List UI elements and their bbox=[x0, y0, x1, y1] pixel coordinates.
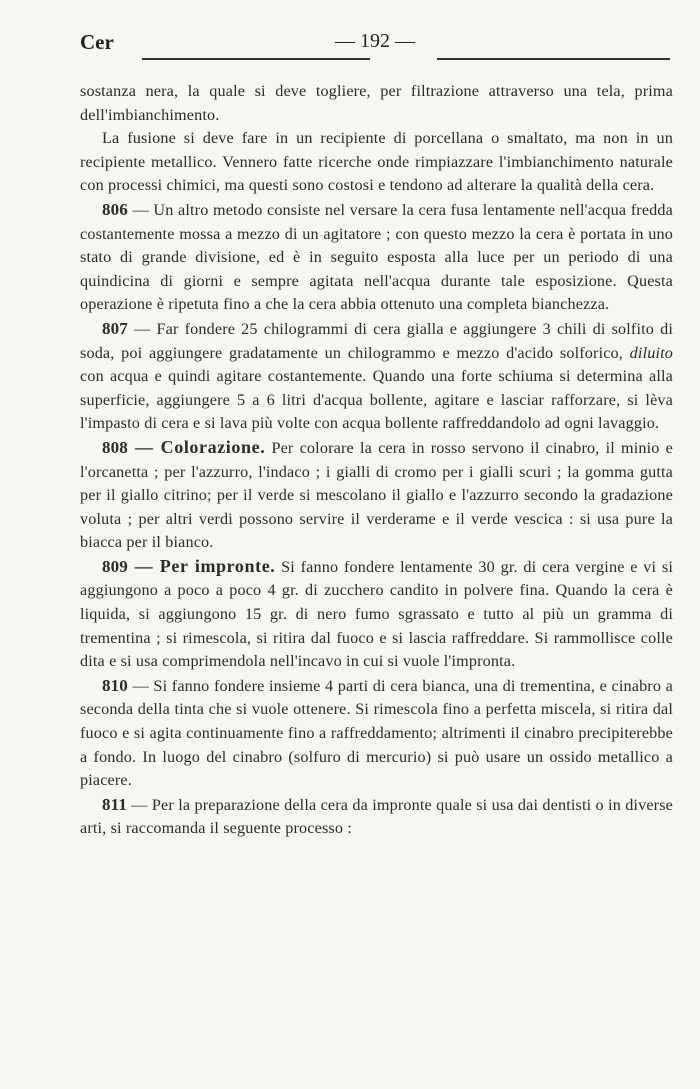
paragraph-809 bbox=[80, 555, 673, 674]
header-section-word: Cer bbox=[80, 30, 114, 54]
recipe-number: 808 bbox=[102, 437, 128, 457]
paragraph-text: Si fanno fondere lentamente 30 gr. di cera vergine e vi si aggiungono a poco a poco 4 gr. di zucchero candito in polvere fina. Quando la cera è liquida, si aggiungono 15 gr. di nero fumo sgrassato e tutto al più un gramma di trementina ; si rimescola, si ritira dal fuoco e si lascia raffreddare. Si rammollisce colle dita e si usa comprimendola nell'incavo in cui si vuole l'impronta. bbox=[80, 557, 673, 671]
page-body bbox=[80, 80, 673, 841]
header-rule-right bbox=[437, 58, 670, 60]
paragraph-text: — Si fanno fondere insieme 4 parti di cera bianca, una di trementina, e cinabro a seconda della tinta che si vuole ottenere. Si rimescola fino a perfetta miscela, si ritira dal fuoco e si agita continuamente fino a raffreddamento; altrimenti il cinabro precipiterebbe a fondo. In luogo del cinabro (solfuro di mercurio) si può usare un ossido metallico a piacere. bbox=[80, 676, 673, 790]
italic-word: diluito bbox=[629, 343, 673, 362]
paragraph-text: — Un altro metodo consiste nel versare la cera fusa lentamente nell'acqua fredda costantemente mossa a mezzo di un agitatore ; con questo mezzo la cera è portata in uno stato di grande divisione, ed è in seguito esposta alla luce per un periodo di una quindicina di giorni e sempre agitata nell'acqua durante tale esposizione. Questa operazione è ripetuta fino a che la cera abbia ottenuto una completa bianchezza. bbox=[80, 200, 673, 314]
paragraph-text: con acqua e quindi agitare costantemente. Quando una forte schiuma si determina alla superficie, aggiungere 5 a 6 litri d'acqua bollente, agitare e lasciar rafforzare, si lèva l'impasto di cera e si lava più volte con acqua bollente raffreddandolo ad ogni lavaggio. bbox=[80, 367, 673, 433]
paragraph-text: Per colorare la cera in rosso servono il cinabro, il minio e l'orcanetta ; per l'azzurro, l'indaco ; i gialli di cromo per i gialli scuri ; la gomma gutta per il giallo citrino; per il verde si mescolano il giallo e l'azzurro secondo la gradazione voluta ; per altri verdi possono servire il verderame e il verde vescica : si usa pure la biacca per il bianco. bbox=[80, 438, 673, 552]
paragraph-811 bbox=[80, 793, 673, 841]
page-number: — 192 — bbox=[335, 30, 415, 52]
paragraph-806 bbox=[80, 198, 673, 317]
running-header bbox=[80, 30, 670, 58]
paragraph-text: La fusione si deve fare in un recipiente di porcellana o smaltato, ma non in un recipiente metallico. Vennero fatte ricerche onde rimpiazzare l'imbianchimento naturale con processi chimici, ma questi sono costosi e tendono ad alterare la qualità della cera. bbox=[80, 129, 673, 195]
paragraph-808 bbox=[80, 436, 673, 555]
paragraph-807 bbox=[80, 317, 673, 436]
section-heading: — Per impronte. bbox=[127, 555, 276, 576]
paragraph-fusion bbox=[80, 127, 673, 198]
section-heading: — Colorazione. bbox=[127, 436, 266, 457]
paragraph-810 bbox=[80, 674, 673, 793]
paragraph-text: — Per la preparazione della cera da impronte quale si usa dai dentisti o in diverse arti, si raccomanda il seguente processo : bbox=[80, 795, 673, 838]
recipe-number: 810 bbox=[102, 675, 128, 695]
paragraph-continuation bbox=[80, 80, 673, 127]
header-rule-left bbox=[142, 58, 370, 60]
recipe-number: 807 bbox=[102, 318, 128, 338]
recipe-number: 811 bbox=[102, 794, 128, 814]
paragraph-text: — Far fondere 25 chilogrammi di cera gialla e aggiungere 3 chili di solfito di soda, poi aggiungere gradatamente un chilogrammo e mezzo d'acido solforico, bbox=[80, 319, 673, 362]
recipe-number: 809 bbox=[102, 556, 128, 576]
paragraph-text: sostanza nera, la quale si deve togliere, per filtrazione attraverso una tela, prima dell'imbianchimento. bbox=[80, 82, 673, 124]
recipe-number: 806 bbox=[102, 199, 128, 219]
